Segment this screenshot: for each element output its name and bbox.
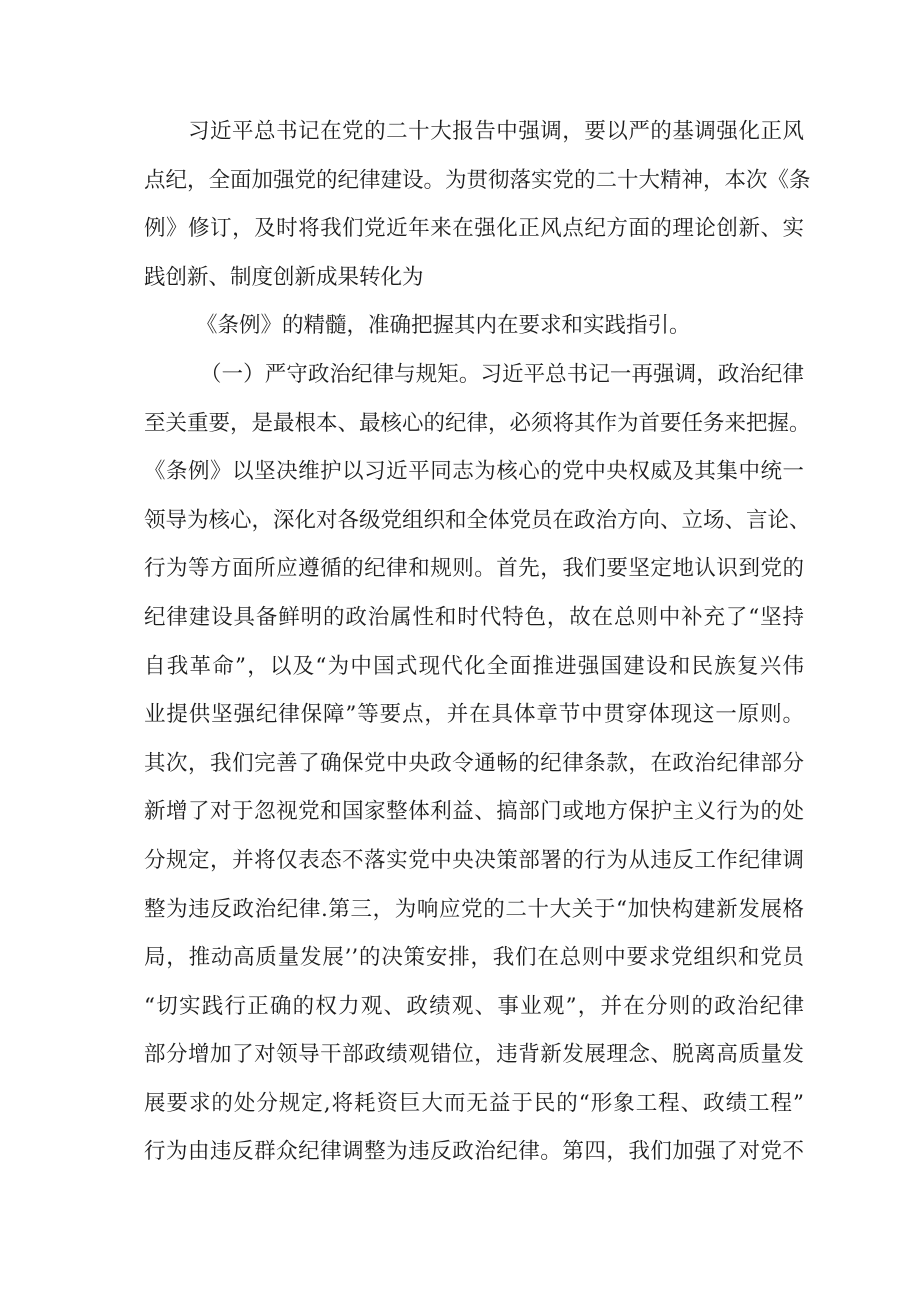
paragraph-intro bbox=[144, 108, 811, 302]
text-line: 《条例》以坚决维护以习近平同志为核心的党中央权威及其集中统一 bbox=[144, 459, 804, 485]
text-line: 例》修订，及时将我们党近年来在强化正风点纪方面的理论创新、实 bbox=[144, 216, 804, 242]
text-line: 纪律建设具备鲜明的政治属性和时代特色，故在总则中补充了“坚持 bbox=[144, 604, 804, 630]
text-line: 新增了对于忽视党和国家整体利益、搞部门或地方保护主义行为的处 bbox=[144, 799, 804, 825]
text-line: 分规定，并将仅表态不落实党中央决策部署的行为从违反工作纪律调 bbox=[144, 847, 804, 873]
section-heading-line: （一）严守政治纪律与规矩。习近平总书记一再强调，政治纪律 bbox=[200, 361, 804, 387]
text-line: 整为违反政治纪律.第三，为响应党的二十大关于“加快构建新发展格 bbox=[144, 896, 804, 922]
text-line: 自我革命”，以及“为中国式现代化全面推进强国建设和民族复兴伟 bbox=[144, 653, 804, 679]
text-line: 行为由违反群众纪律调整为违反政治纪律。第四，我们加强了对党不 bbox=[144, 1139, 804, 1165]
text-line: 习近平总书记在党的二十大报告中强调，要以严的基调强化正风 bbox=[188, 119, 804, 144]
text-line: 点纪，全面加强党的纪律建设。为贯彻落实党的二十大精神，本次《条 bbox=[144, 167, 811, 193]
text-line: 业提供坚强纪律保障”等要点，并在具体章节中贯穿体现这一原则。 bbox=[144, 702, 804, 728]
text-line: 展要求的处分规定,将耗资巨大而无益于民的“形象工程、政绩工程” bbox=[144, 1090, 804, 1116]
text-line: 局，推动高质量发展’’的决策安排，我们在总则中要求党组织和党员 bbox=[144, 945, 804, 971]
text-line: 部分增加了对领导干部政绩观错位，违背新发展理念、脱离高质量发 bbox=[144, 1042, 804, 1068]
paragraph-political-discipline bbox=[144, 351, 811, 1177]
text-line: 践创新、制度创新成果转化为 bbox=[144, 264, 424, 290]
text-line: 至关重要，是最根本、最核心的纪律，必须将其作为首要任务来把握。 bbox=[144, 410, 811, 436]
paragraph-summary bbox=[144, 302, 804, 351]
text-line: 领导为核心，深化对各级党组织和全体党员在政治方向、立场、言论、 bbox=[144, 507, 811, 533]
text-line: 《条例》的精髓，准确把握其内在要求和实践指引。 bbox=[196, 313, 691, 339]
text-line: “切实践行正确的权力观、政绩观、事业观”，并在分则的政治纪律 bbox=[144, 993, 804, 1019]
text-line: 其次，我们完善了确保党中央政令通畅的纪律条款，在政治纪律部分 bbox=[144, 750, 804, 776]
document-body bbox=[144, 108, 811, 1177]
text-line: 行为等方面所应遵循的纪律和规则。首先，我们要坚定地认识到党的 bbox=[144, 556, 804, 582]
